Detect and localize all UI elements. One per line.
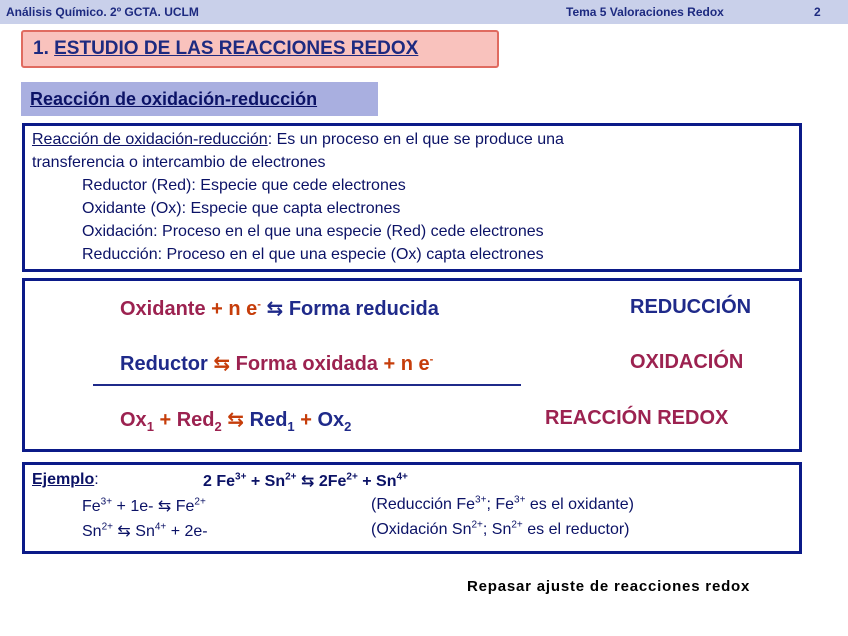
subsection-title — [21, 82, 378, 116]
redox-equation: $Ox_1 + Red_2$ ⇆ $Red_1 + Ox_2$ — [120, 409, 352, 434]
example-heading: Ejemplo: — [32, 471, 99, 488]
half-reaction-oxidation: $Sn^{2+}$ ⇆ $Sn^{4+} + 2e-$ — [82, 521, 208, 540]
equations-box — [22, 278, 802, 452]
definition-item: Oxidante (Ox): Especie que capta electrones — [82, 200, 401, 217]
definition-line-2: transferencia o intercambio de electrones — [32, 154, 326, 171]
footer-note: Repasar ajuste de reacciones redox — [467, 578, 751, 595]
oxidation-equation: Reductor ⇆ Forma oxidada + n e- — [120, 353, 434, 375]
section-title — [21, 30, 499, 68]
oxidation-label: OXIDACIÓN — [630, 351, 744, 373]
definition-item: Reductor (Red): Especie que cede electrones — [82, 177, 406, 194]
equation-divider — [93, 384, 521, 386]
half-reaction-reduction-note: (Reducción $Fe^{3+}$; $Fe^{3+}$ es el oxidante) — [371, 494, 634, 513]
definition-box — [22, 123, 802, 272]
definition-item: Reducción: Proceso en el que una especie (Ox) capta electrones — [82, 246, 544, 263]
topic-label: Tema 5 Valoraciones Redox — [566, 5, 724, 19]
section-title-label: ESTUDIO DE LAS REACCIONES REDOX — [54, 38, 419, 59]
example-overall-reaction: 2 $Fe^{3+} + Sn^{2+}$ ⇆ $2Fe^{2+} + Sn^{4+}$ — [203, 471, 408, 490]
page-number: 2 — [814, 5, 821, 19]
section-number: 1. — [33, 38, 55, 59]
example-label: Ejemplo — [32, 471, 95, 488]
definition-item: Oxidación: Proceso en el que una especie (Red) cede electrones — [82, 223, 544, 240]
section-title-text — [33, 38, 418, 60]
reduction-equation: Oxidante + n e- ⇆ Forma reducida — [120, 298, 439, 320]
definition-line-1: Reacción de oxidación-reducción: Es un proceso en el que se produce una — [32, 131, 564, 148]
slide-header — [0, 0, 848, 24]
reduction-label: REDUCCIÓN — [630, 296, 752, 318]
definition-term: Reacción de oxidación-reducción — [32, 131, 268, 148]
course-label: Análisis Químico. 2º GCTA. UCLM — [6, 5, 199, 19]
half-reaction-reduction: $Fe^{3+} + 1e-$ ⇆ $Fe^{2+}$ — [82, 496, 206, 515]
half-reaction-oxidation-note: (Oxidación $Sn^{2+}$; $Sn^{2+}$ es el reductor) — [371, 519, 630, 538]
example-box — [22, 462, 802, 554]
subsection-title-text: Reacción de oxidación-reducción — [30, 89, 318, 109]
redox-label: REACCIÓN REDOX — [545, 407, 729, 429]
